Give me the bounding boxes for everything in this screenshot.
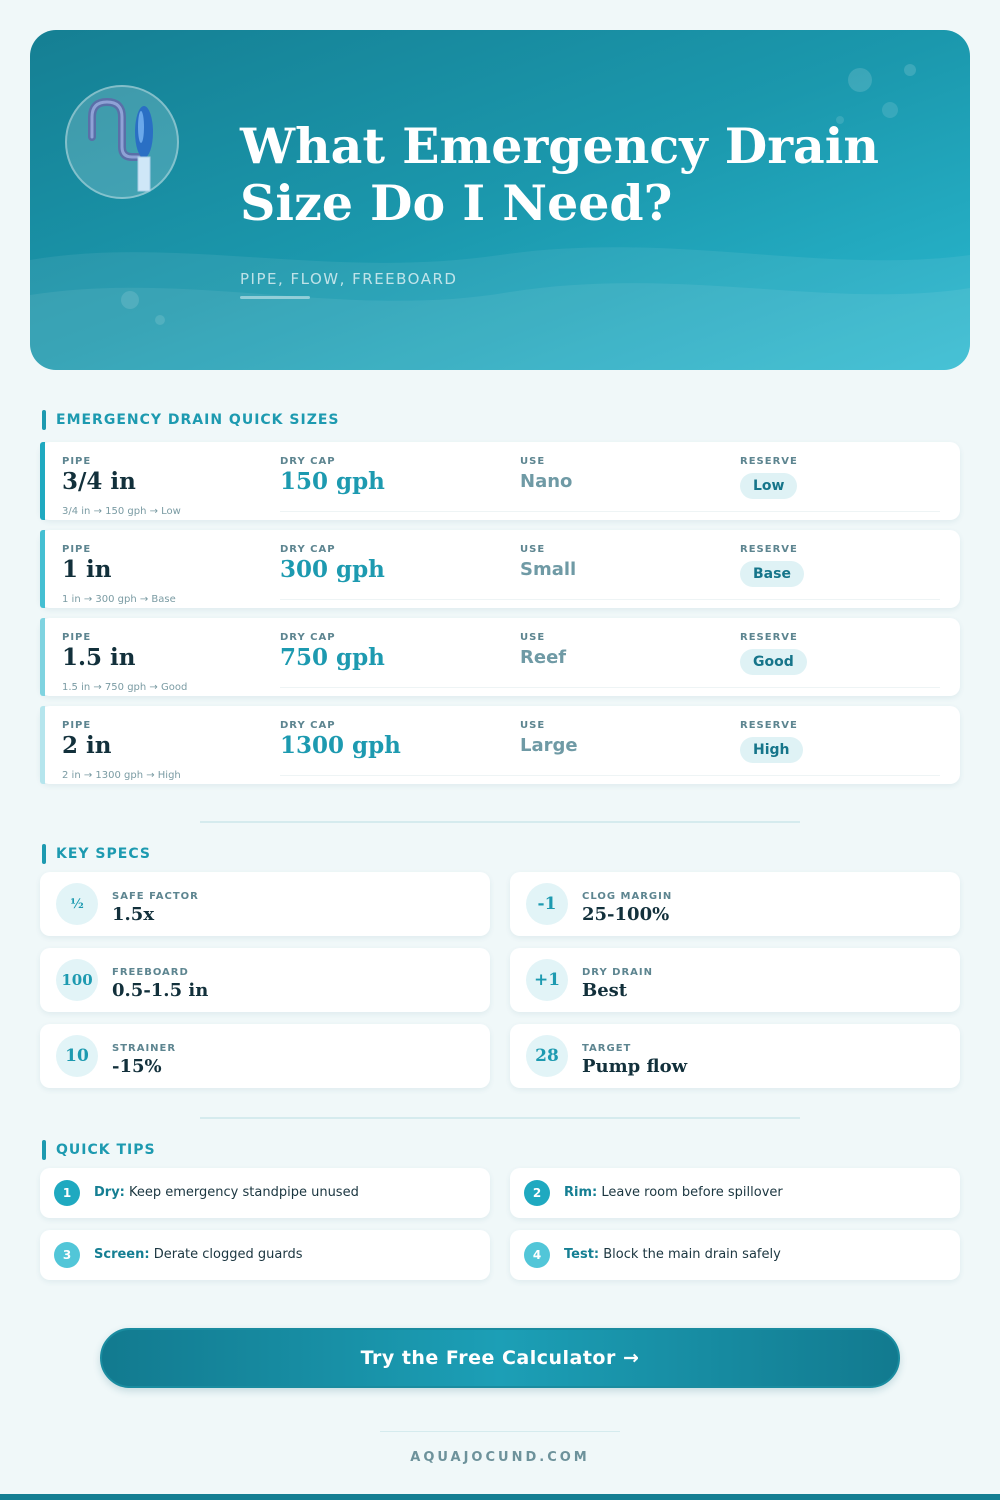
spec-icon: +1 <box>526 959 568 1001</box>
size-row <box>40 706 960 784</box>
dry-cap-label: DRY CAP <box>280 456 336 467</box>
spec-label: FREEBOARD <box>112 967 189 978</box>
calculator-cta-button[interactable]: Try the Free Calculator → <box>100 1328 900 1388</box>
tip-card <box>510 1230 960 1280</box>
tip-number-badge: 3 <box>54 1242 80 1268</box>
hero-banner <box>30 30 970 370</box>
spec-icon: 100 <box>56 959 98 1001</box>
row-accent-bar <box>40 706 45 784</box>
dry-cap-label: DRY CAP <box>280 720 336 731</box>
quick-sizes-heading: EMERGENCY DRAIN QUICK SIZES <box>42 410 340 430</box>
use-value: Reef <box>520 647 567 668</box>
use-value: Small <box>520 559 577 580</box>
reserve-label: RESERVE <box>740 632 798 643</box>
spec-label: TARGET <box>582 1043 632 1054</box>
row-divider <box>280 687 940 688</box>
tip-keyword: Test: <box>564 1247 600 1262</box>
section-divider <box>200 1117 800 1119</box>
tip-keyword: Screen: <box>94 1247 150 1262</box>
reserve-badge: Good <box>740 649 807 675</box>
spec-value: Best <box>582 980 628 1001</box>
pipe-size-value: 1.5 in <box>62 644 136 671</box>
pipe-size-value: 2 in <box>62 732 112 759</box>
reserve-label: RESERVE <box>740 720 798 731</box>
tip-description: Derate clogged guards <box>153 1247 303 1262</box>
row-summary-note: 1.5 in → 750 gph → Good <box>62 682 188 693</box>
tip-card <box>40 1230 490 1280</box>
spec-value: Pump flow <box>582 1056 688 1077</box>
tip-description: Keep emergency standpipe unused <box>129 1185 359 1200</box>
page-title: What Emergency Drain Size Do I Need? <box>240 117 880 232</box>
tip-card <box>40 1168 490 1218</box>
page-subtitle: PIPE, FLOW, FREEBOARD <box>240 270 458 288</box>
spec-card <box>510 948 960 1012</box>
footer-site-link[interactable]: AQUAJOCUND.COM <box>410 1450 590 1465</box>
spec-label: STRAINER <box>112 1043 177 1054</box>
spec-card <box>40 1024 490 1088</box>
size-row <box>40 618 960 696</box>
size-row <box>40 530 960 608</box>
spec-label: CLOG MARGIN <box>582 891 673 902</box>
dry-cap-label: DRY CAP <box>280 544 336 555</box>
tip-text <box>94 1185 359 1200</box>
tip-keyword: Rim: <box>564 1185 598 1200</box>
dry-cap-value: 750 gph <box>280 644 385 671</box>
section-divider <box>200 821 800 823</box>
subtitle-underline <box>240 296 310 299</box>
tip-number-badge: 1 <box>54 1180 80 1206</box>
footer-divider <box>380 1431 620 1432</box>
reserve-label: RESERVE <box>740 544 798 555</box>
row-accent-bar <box>40 618 45 696</box>
spec-value: 1.5x <box>112 904 155 925</box>
tip-text <box>564 1185 783 1200</box>
tip-keyword: Dry: <box>94 1185 125 1200</box>
pipe-label: PIPE <box>62 720 92 731</box>
tip-number-badge: 4 <box>524 1242 550 1268</box>
tip-text <box>94 1247 302 1262</box>
spec-icon: 28 <box>526 1035 568 1077</box>
use-label: USE <box>520 456 546 467</box>
spec-icon: 10 <box>56 1035 98 1077</box>
pipe-label: PIPE <box>62 632 92 643</box>
tip-number-badge: 2 <box>524 1180 550 1206</box>
pipe-size-value: 3/4 in <box>62 468 136 495</box>
row-accent-bar <box>40 442 45 520</box>
pipe-label: PIPE <box>62 456 92 467</box>
spec-card <box>40 872 490 936</box>
row-summary-note: 3/4 in → 150 gph → Low <box>62 506 181 517</box>
reserve-badge: Base <box>740 561 804 587</box>
spec-value: 25-100% <box>582 904 670 925</box>
use-label: USE <box>520 720 546 731</box>
quick-tips-heading: QUICK TIPS <box>42 1140 156 1160</box>
row-accent-bar <box>40 530 45 608</box>
pipe-label: PIPE <box>62 544 92 555</box>
spec-label: DRY DRAIN <box>582 967 654 978</box>
size-row <box>40 442 960 520</box>
dry-cap-value: 300 gph <box>280 556 385 583</box>
key-specs-heading: KEY SPECS <box>42 844 151 864</box>
dry-cap-value: 1300 gph <box>280 732 401 759</box>
dry-cap-value: 150 gph <box>280 468 385 495</box>
use-value: Large <box>520 735 578 756</box>
spec-icon: ½ <box>56 883 98 925</box>
reserve-label: RESERVE <box>740 456 798 467</box>
tip-card <box>510 1168 960 1218</box>
tip-description: Block the main drain safely <box>603 1247 781 1262</box>
row-divider <box>280 775 940 776</box>
tip-description: Leave room before spillover <box>601 1185 783 1200</box>
spec-card <box>510 1024 960 1088</box>
pipe-size-value: 1 in <box>62 556 112 583</box>
reserve-badge: Low <box>740 473 797 499</box>
spec-value: 0.5-1.5 in <box>112 980 209 1001</box>
bottom-accent-bar <box>0 1494 1000 1500</box>
use-value: Nano <box>520 471 573 492</box>
use-label: USE <box>520 544 546 555</box>
row-summary-note: 1 in → 300 gph → Base <box>62 594 176 605</box>
spec-icon: -1 <box>526 883 568 925</box>
row-summary-note: 2 in → 1300 gph → High <box>62 770 181 781</box>
spec-label: SAFE FACTOR <box>112 891 199 902</box>
use-label: USE <box>520 632 546 643</box>
spec-card <box>510 872 960 936</box>
spec-card <box>40 948 490 1012</box>
tip-text <box>564 1247 781 1262</box>
row-divider <box>280 511 940 512</box>
dry-cap-label: DRY CAP <box>280 632 336 643</box>
spec-value: -15% <box>112 1056 162 1077</box>
row-divider <box>280 599 940 600</box>
reserve-badge: High <box>740 737 803 763</box>
drain-pipe-icon <box>65 85 179 199</box>
